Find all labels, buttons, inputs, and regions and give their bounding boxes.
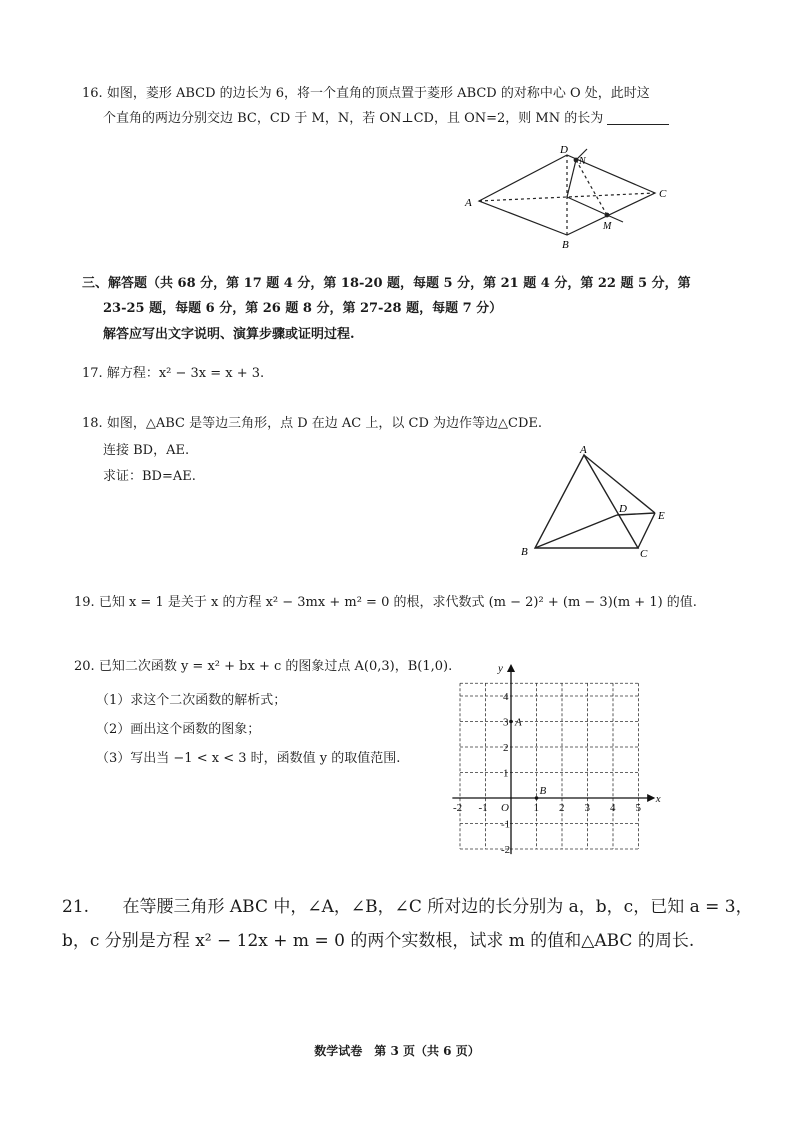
y-axis-arrow (508, 665, 514, 671)
point-a-dot (509, 720, 513, 724)
q16-number: 16. (82, 86, 103, 101)
q18-line1 (82, 412, 542, 436)
q16-text-2: 个直角的两边分别交边 BC，CD 于 M，N，若 ON⊥CD，且 ON=2，则 MN 的长为 (103, 111, 604, 126)
q18-line2: 连接 BD，AE. (103, 443, 190, 458)
answer-blank (607, 112, 669, 125)
label-A: A (465, 197, 472, 209)
x-tick-label: -1 (478, 802, 488, 814)
triangle-abc (535, 455, 638, 548)
q20-part3: （3）写出当 −1 < x < 3 时，函数值 y 的取值范围. (96, 751, 401, 766)
label-N: N (579, 156, 586, 167)
y-tick-label: 4 (503, 691, 509, 703)
y-axis-label: y (498, 662, 503, 675)
label-M: M (603, 221, 612, 232)
label-B: B (562, 239, 569, 251)
page-footer: 数学试卷 第 3 页（共 6 页） (314, 1044, 480, 1058)
q20-part1: （1）求这个二次函数的解析式； (96, 693, 287, 708)
section3-line2: 23-25 题，每题 6 分，第 26 题 8 分，第 27-28 题，每题 7 分） (103, 301, 503, 316)
q20-part2: （2）画出这个函数的图象； (96, 722, 261, 737)
q16-text-1: 如图，菱形 ABCD 的边长为 6，将一个直角的顶点置于菱形 ABCD 的对称中心 O 处，此时这 (106, 86, 650, 101)
q21-text-2: b，c 分别是方程 x² − 12x + m = 0 的两个实数根，试求 m 的值和△ABC 的周长. (62, 931, 695, 951)
point-b-label: B (539, 785, 547, 797)
q20-text: 已知二次函数 y = x² + bx + c 的图象过点 A(0,3)，B(1,0). (98, 659, 453, 674)
q21-line2 (62, 924, 694, 958)
q18-text-1: 如图，△ABC 是等边三角形，点 D 在边 AC 上，以 CD 为边作等边△CDE. (106, 416, 542, 431)
x-axis-arrow (648, 795, 654, 801)
q19-number: 19. (74, 595, 95, 610)
q21-text-1: 在等腰三角形 ABC 中，∠A，∠B，∠C 所对边的长分别为 a，b，c，已知 a = 3， (122, 897, 753, 917)
q17-text: 解方程：x² − 3x = x + 3. (106, 366, 265, 381)
label-C: C (640, 548, 648, 560)
y-tick-label: 1 (503, 767, 509, 780)
y-tick-label: 2 (503, 742, 509, 754)
label-D: D (560, 144, 568, 156)
x-tick-label: 2 (559, 802, 565, 814)
y-tick-label: -2 (501, 844, 511, 856)
x-axis-label: x (655, 793, 661, 805)
point-b-dot (535, 796, 539, 800)
label-E: E (658, 510, 665, 522)
q20-coordinate-grid (448, 660, 670, 860)
label-A: A (580, 444, 587, 456)
origin-label: O (501, 802, 509, 814)
q18-number: 18. (82, 416, 103, 431)
point-a-label: A (515, 716, 522, 729)
x-tick-label: 1 (533, 802, 539, 814)
label-C: C (659, 188, 667, 200)
q20-number: 20. (74, 659, 95, 674)
q16-line1 (82, 82, 650, 106)
label-D: D (619, 503, 627, 515)
q19-text: 已知 x = 1 是关于 x 的方程 x² − 3mx + m² = 0 的根，求代数式 (m − 2)² + (m − 3)(m + 1) 的值. (98, 595, 697, 610)
q20-intro (74, 655, 452, 679)
q21-line1 (62, 890, 753, 924)
q18-triangle-figure (515, 443, 685, 563)
q17-number: 17. (82, 366, 103, 381)
q16-rhombus-figure (455, 140, 675, 255)
x-tick-label: -2 (453, 802, 463, 814)
section3-line1: 三、解答题（共 68 分，第 17 题 4 分，第 18-20 题，每题 5 分，第 21 题 4 分，第 22 题 5 分，第 (82, 276, 691, 291)
y-tick-label: -1 (501, 818, 511, 831)
x-tick-label: 3 (584, 802, 590, 814)
x-tick-label: 5 (635, 802, 641, 814)
q17 (82, 362, 264, 386)
y-tick-label: 3 (503, 716, 509, 729)
x-tick-label: 4 (610, 802, 616, 814)
q19 (74, 591, 697, 615)
q21-number: 21. (62, 897, 90, 917)
q16-line2 (103, 107, 669, 131)
section3-line3: 解答应写出文字说明、演算步骤或证明过程. (103, 327, 355, 342)
label-B: B (521, 546, 528, 558)
q18-line3: 求证：BD=AE. (103, 469, 196, 484)
